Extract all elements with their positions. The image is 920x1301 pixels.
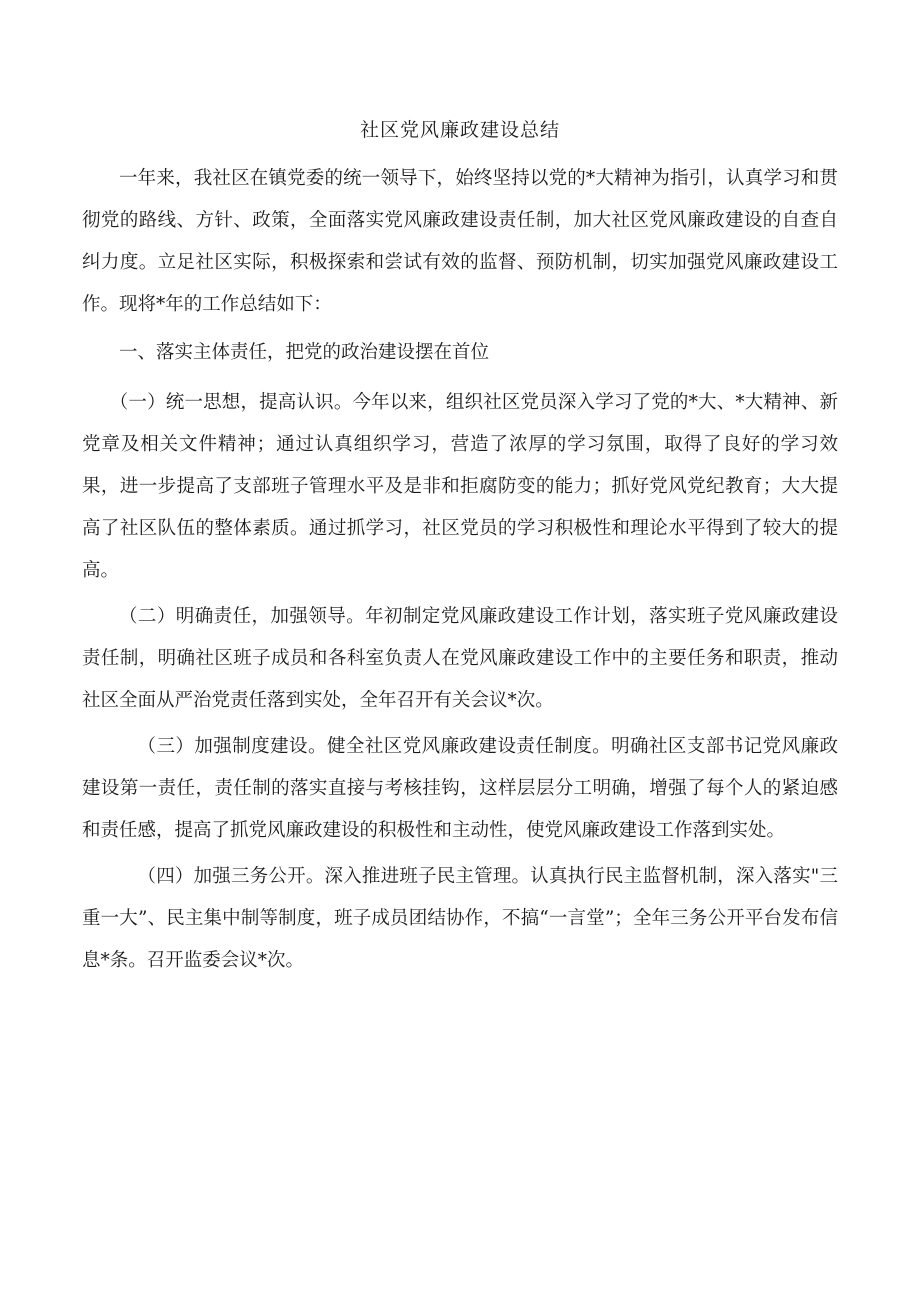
- section-heading: 一、落实主体责任，把党的政治建设摆在首位: [119, 342, 490, 363]
- intro-paragraph: 一年来，我社区在镇党委的统一领导下，始终坚持以党的*大精神为指引，认真学习和贯彻党的路线、方针、政策，全面落实党风廉政建设责任制，加大社区党风廉政建设的自查自纠力度。立足社区实际，积极探索和尝试有效的监督、预防机制，切实加强党风廉政建设工作。现将*年的工作总结如下：: [82, 168, 838, 315]
- item-paragraph-1: （一）统一思想，提高认识。今年以来，组织社区党员深入学习了党的*大、*大精神、新党章及相关文件精神；通过认真组织学习，营造了浓厚的学习氛围，取得了良好的学习效果，进一步提高了支部班子管理水平及是非和拒腐防变的能力；抓好党风党纪教育；大大提高了社区队伍的整体素质。通过抓学习，社区党员的学习积极性和理论水平得到了较大的提高。: [82, 392, 838, 581]
- document-title: 社区党风廉政建设总结: [359, 119, 560, 141]
- item-paragraph-2: （二）明确责任，加强领导。年初制定党风廉政建设工作计划，落实班子党风廉政建设责任制，明确社区班子成员和各科室负责人在党风廉政建设工作中的主要任务和职责，推动社区全面从严治党责任落到实处，全年召开有关会议*次。: [82, 606, 838, 711]
- item-paragraph-3: （三）加强制度建设。健全社区党风廉政建设责任制度。明确社区支部书记党风廉政建设第一责任，责任制的落实直接与考核挂钩，这样层层分工明确，增强了每个人的紧迫感和责任感，提高了抓党风廉政建设的积极性和主动性，使党风廉政建设工作落到实处。: [82, 736, 838, 841]
- item-paragraph-4: （四）加强三务公开。深入推进班子民主管理。认真执行民主监督机制，深入落实"三重一大”、民主集中制等制度，班子成员团结协作，不搞“一言堂”；全年三务公开平台发布信息*条。召开监委会议*次。: [82, 866, 838, 971]
